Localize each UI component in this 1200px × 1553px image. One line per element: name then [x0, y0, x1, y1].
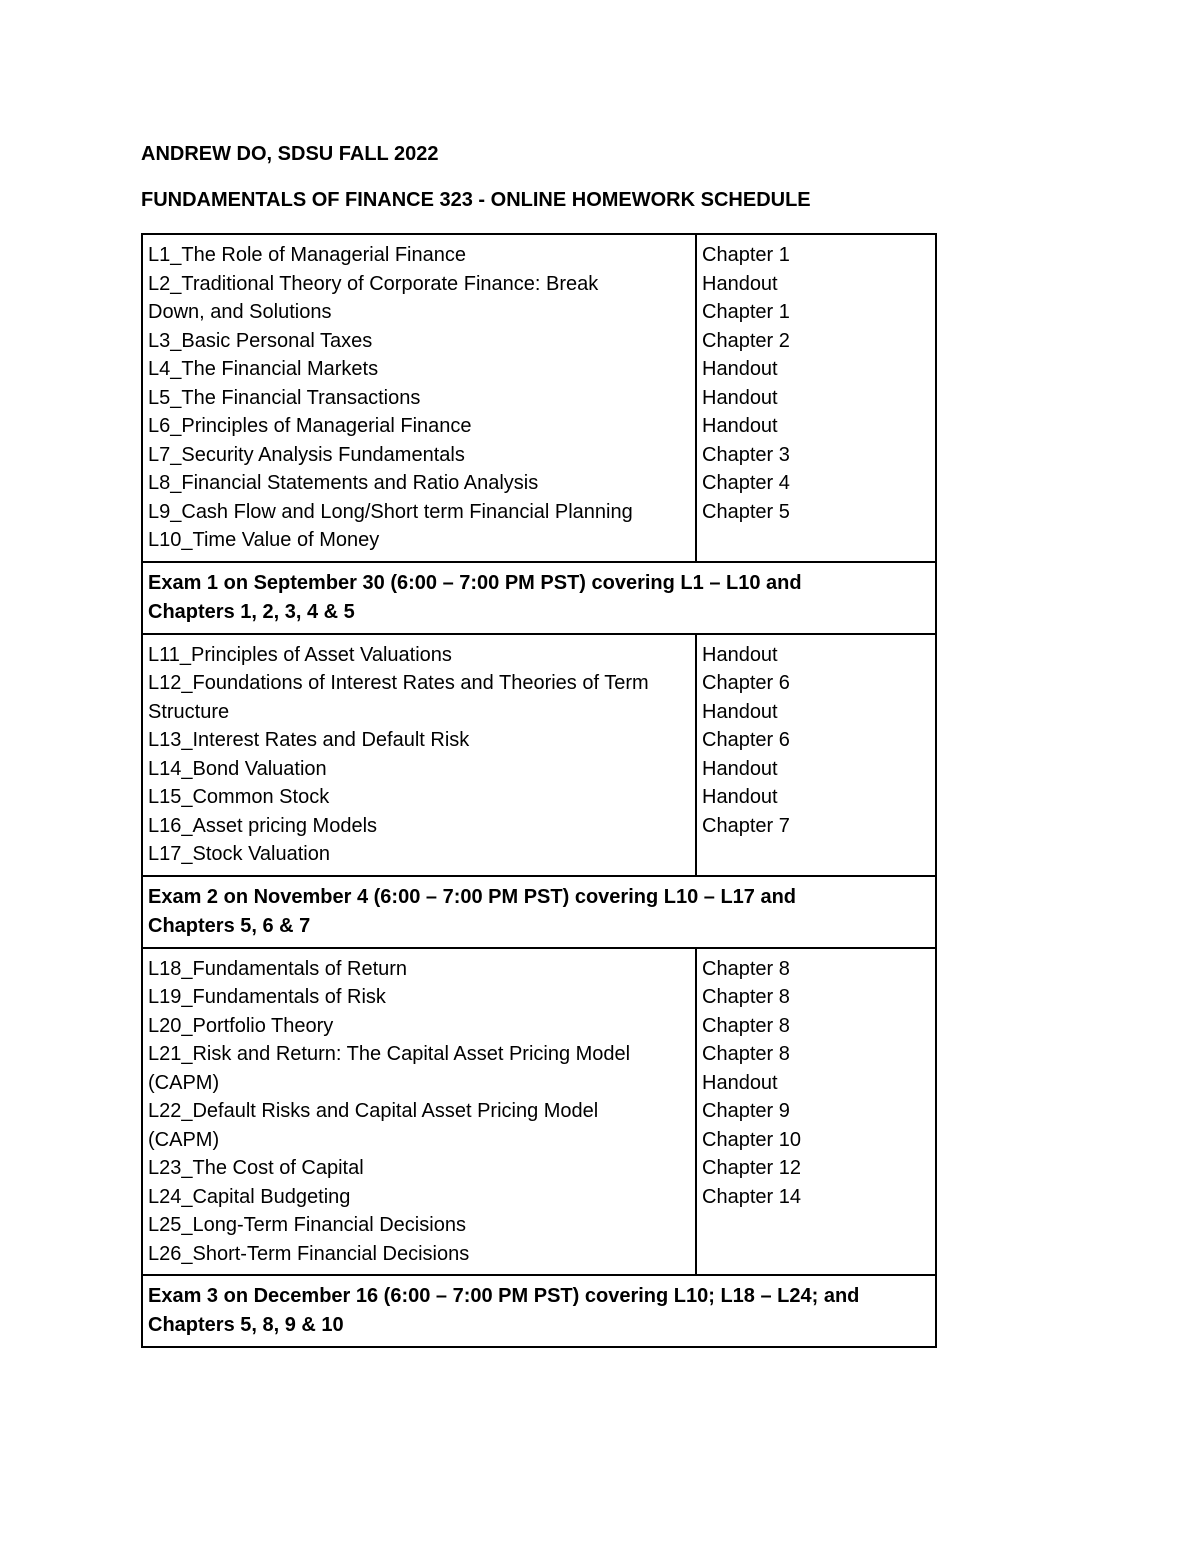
reference-item: Chapter 7 — [702, 814, 790, 837]
topic-item: L7_Security Analysis Fundamentals — [148, 443, 465, 466]
topic-item: Down, and Solutions — [148, 301, 332, 323]
topic-item: L13_Interest Rates and Default Risk — [148, 729, 470, 751]
topic-item: L11_Principles of Asset Valuations — [148, 643, 452, 666]
topics-column — [143, 949, 697, 1275]
reference-item: Handout — [702, 700, 778, 723]
reference-item: Chapter 2 — [702, 329, 790, 352]
lecture-block-2 — [143, 635, 935, 877]
document-subtitle: FUNDAMENTALS OF FINANCE 323 - ONLINE HOMEWORK SCHEDULE — [141, 189, 811, 211]
topic-item: L5_The Financial Transactions — [148, 386, 421, 409]
reference-item: Chapter 6 — [702, 672, 790, 694]
exam-line: Exam 1 on September 30 (6:00 – 7:00 PM PST) covering L1 – L10 and — [148, 571, 802, 594]
topic-item: L9_Cash Flow and Long/Short term Financial Planning — [148, 500, 633, 523]
topic-item: L15_Common Stock — [148, 786, 330, 808]
reference-item: Chapter 1 — [702, 244, 790, 266]
topic-item: L20_Portfolio Theory — [148, 1014, 334, 1037]
topic-item: L16_Asset pricing Models — [148, 814, 378, 837]
topic-item: L14_Bond Valuation — [148, 757, 327, 780]
reference-item: Chapter 4 — [702, 472, 790, 494]
topic-item: Structure — [148, 700, 230, 723]
reference-item: Chapter 5 — [702, 500, 790, 523]
reference-item: Handout — [702, 643, 778, 666]
topic-item: L8_Financial Statements and Ratio Analysis — [148, 472, 539, 494]
reference-item: Handout — [702, 1071, 778, 1094]
topic-item: L22_Default Risks and Capital Asset Pricing Model — [148, 1100, 599, 1122]
reference-item: Handout — [702, 386, 778, 409]
exam-line: Exam 3 on December 16 (6:00 – 7:00 PM PST) covering L10; L18 – L24; and — [148, 1285, 860, 1307]
topic-item: L24_Capital Budgeting — [148, 1185, 351, 1208]
topic-item: L12_Foundations of Interest Rates and Theories of Term — [148, 672, 649, 694]
topics-column — [143, 235, 697, 561]
topic-item: L2_Traditional Theory of Corporate Finance: Break — [148, 272, 599, 295]
reference-item: Chapter 8 — [702, 1014, 790, 1037]
topic-item: L17_Stock Valuation — [148, 843, 330, 865]
topic-item: (CAPM) — [148, 1071, 220, 1094]
topic-item: L23_The Cost of Capital — [148, 1157, 364, 1179]
topic-item: L25_Long-Term Financial Decisions — [148, 1214, 466, 1236]
exam-line: Chapters 5, 6 & 7 — [148, 914, 311, 937]
topic-item: L4_The Financial Markets — [148, 358, 379, 380]
topic-item: L3_Basic Personal Taxes — [148, 329, 373, 352]
exam-line: Exam 2 on November 4 (6:00 – 7:00 PM PST) covering L10 – L17 and — [148, 885, 797, 908]
lecture-block-1 — [143, 235, 935, 563]
reference-item: Chapter 8 — [702, 986, 790, 1008]
reference-item: Chapter 3 — [702, 443, 790, 466]
references-column — [697, 635, 935, 875]
reference-item: Handout — [702, 757, 778, 780]
topic-item: L26_Short-Term Financial Decisions — [148, 1242, 470, 1265]
topic-item: L1_The Role of Managerial Finance — [148, 244, 466, 266]
exam-line: Chapters 1, 2, 3, 4 & 5 — [148, 600, 355, 623]
reference-item: Chapter 1 — [702, 301, 790, 323]
topic-item: L10_Time Value of Money — [148, 529, 380, 551]
topic-item: L21_Risk and Return: The Capital Asset Pricing Model — [148, 1043, 631, 1065]
exam-line: Chapters 5, 8, 9 & 10 — [148, 1314, 344, 1336]
document-title: ANDREW DO, SDSU FALL 2022 — [141, 143, 439, 165]
reference-item: Handout — [702, 272, 778, 295]
reference-item: Handout — [702, 415, 778, 437]
topic-item: L6_Principles of Managerial Finance — [148, 415, 472, 437]
schedule-table — [141, 233, 937, 1348]
reference-item: Handout — [702, 786, 778, 808]
references-column — [697, 235, 935, 561]
reference-item: Chapter 10 — [702, 1128, 801, 1151]
references-column — [697, 949, 935, 1275]
reference-item: Handout — [702, 358, 778, 380]
topic-item: L18_Fundamentals of Return — [148, 957, 408, 980]
topic-item: L19_Fundamentals of Risk — [148, 986, 386, 1008]
reference-item: Chapter 8 — [702, 1043, 790, 1065]
reference-item: Chapter 12 — [702, 1157, 801, 1179]
exam-3-notice — [143, 1276, 935, 1346]
reference-item: Chapter 9 — [702, 1100, 790, 1122]
lecture-block-3 — [143, 949, 935, 1277]
exam-2-notice — [143, 877, 935, 949]
reference-item: Chapter 14 — [702, 1185, 801, 1208]
reference-item: Chapter 6 — [702, 729, 790, 751]
topic-item: (CAPM) — [148, 1128, 220, 1151]
topics-column — [143, 635, 697, 875]
exam-1-notice — [143, 563, 935, 635]
reference-item: Chapter 8 — [702, 957, 790, 980]
